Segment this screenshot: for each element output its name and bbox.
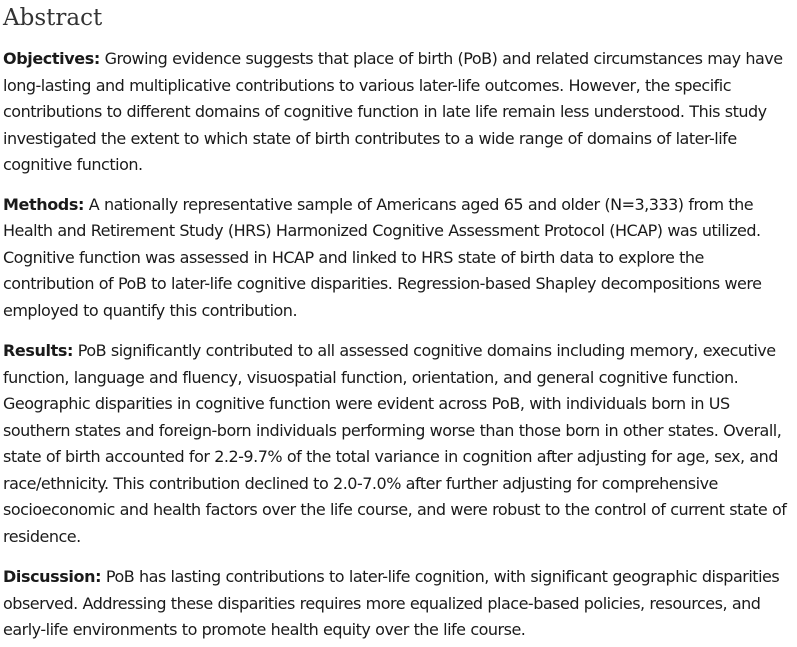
results-text: PoB significantly contributed to all assessed cognitive domains including memory, executive function, language and fluency, visuospatial function, orientation, and general cognitive function. Geographic disparities in cognitive function were evident across PoB, with individuals born in US southern states and foreign-born individuals performing worse than those born in other states. Overall, state of birth accounted for 2.2-9.7% of the total variance in cognition after adjusting for age, sex, and race/ethnicity. This contribution declined to 2.0-7.0% after further adjusting for comprehensive socioeconomic and health factors over the life course, and were robust to the control of current state of residence. (3, 341, 787, 546)
results-label: Results: (3, 341, 73, 360)
methods-text: A nationally representative sample of Americans aged 65 and older (N=3,333) from the Health and Retirement Study (HRS) Harmonized Cognitive Assessment Protocol (HCAP) was utilized. Cognitive function was assessed in HCAP and linked to HRS state of birth data to explore the contribution of PoB to later-life cognitive disparities. Regression-based Shapley decompositions were employed to quantify this contribution. (3, 194, 762, 320)
objectives-label: Objectives: (3, 49, 100, 68)
objectives-paragraph (3, 46, 797, 179)
abstract-section (3, 0, 797, 644)
discussion-text: PoB has lasting contributions to later-life cognition, with significant geographic disparities observed. Addressing these disparities requires more equalized place-based policies, resources, and early-life environments to promote health equity over the life course. (3, 567, 780, 639)
discussion-label: Discussion: (3, 567, 102, 586)
methods-label: Methods: (3, 194, 84, 214)
objectives-text: Growing evidence suggests that place of birth (PoB) and related circumstances may have long-lasting and multiplicative contributions to various later-life outcomes. However, the specific contributions to different domains of cognitive function in late life remain less understood. This study investigated the extent to which state of birth contributes to a wide range of domains of later-life cognitive function. (3, 49, 783, 174)
methods-paragraph (3, 192, 797, 325)
discussion-paragraph (3, 564, 797, 644)
abstract-heading: Abstract (3, 5, 103, 31)
results-paragraph (3, 338, 797, 550)
